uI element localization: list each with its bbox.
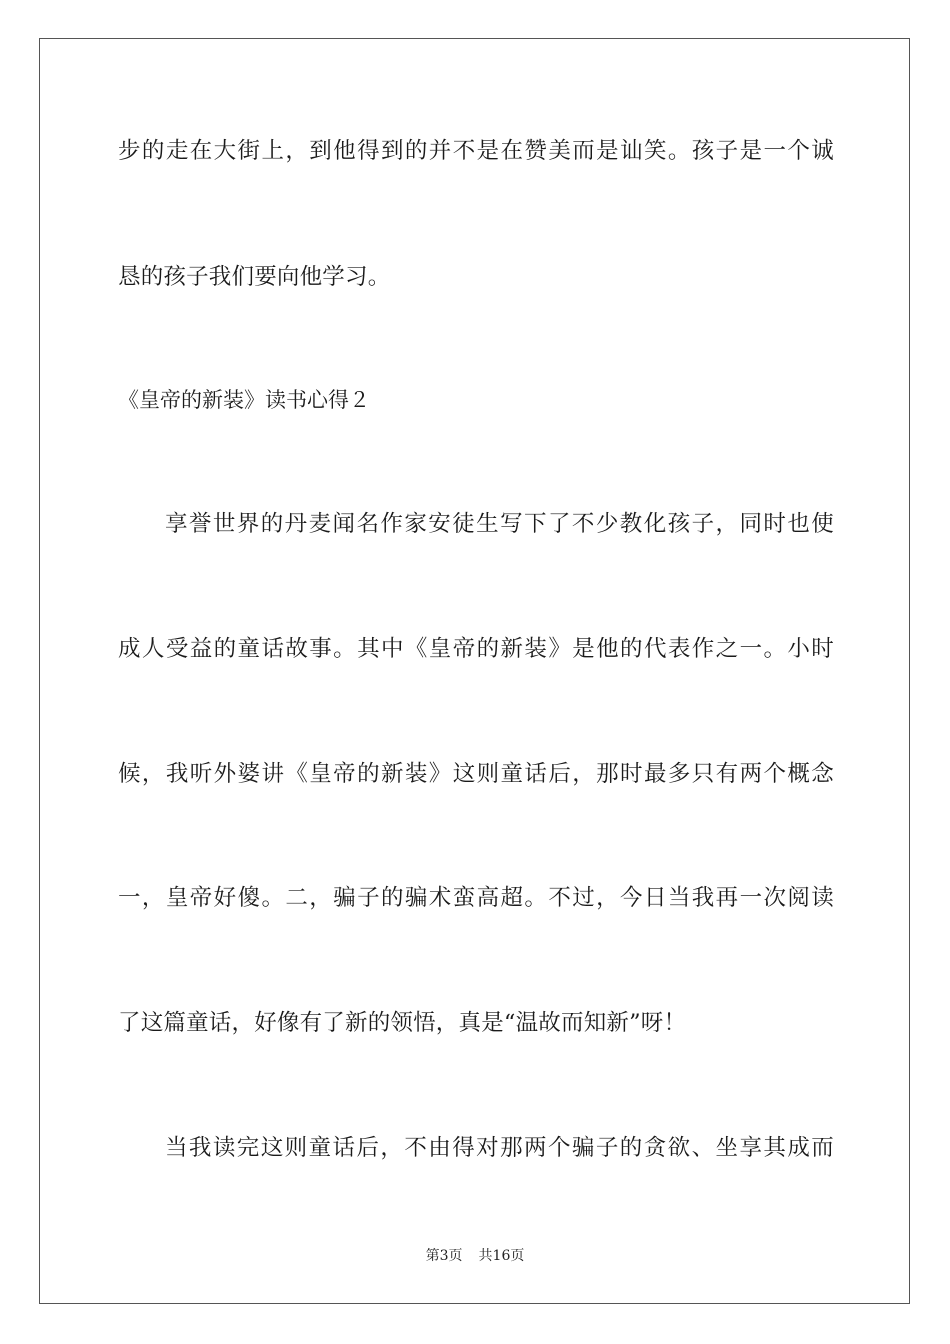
page-border: [39, 38, 910, 1304]
page-footer: [0, 1247, 950, 1265]
body-text-line: 成人受益的童话故事。其中《皇帝的新装》是他的代表作之一。小时: [118, 636, 834, 662]
body-text-line: 了这篇童话，好像有了新的领悟，真是“温故而知新”呀！: [118, 1010, 687, 1036]
section-heading: 《皇帝的新装》读书心得２: [118, 388, 370, 412]
total-pages: 共16页: [478, 1248, 525, 1264]
body-text-line: 步的走在大街上，到他得到的并不是在赞美而是讪笑。孩子是一个诚: [118, 138, 834, 164]
paragraph-first-line: 享誉世界的丹麦闻名作家安徒生写下了不少教化孩子，同时也使: [165, 511, 834, 537]
body-text-line: 恳的孩子我们要向他学习。: [118, 264, 391, 290]
page-number: 第3页: [425, 1248, 463, 1264]
paragraph-first-line: 当我读完这则童话后，不由得对那两个骗子的贪欲、坐享其成而: [165, 1135, 834, 1161]
body-text-line: 一，皇帝好傻。二，骗子的骗术蛮高超。不过，今日当我再一次阅读: [118, 885, 834, 911]
body-text-line: 候，我听外婆讲《皇帝的新装》这则童话后，那时最多只有两个概念: [118, 761, 834, 787]
